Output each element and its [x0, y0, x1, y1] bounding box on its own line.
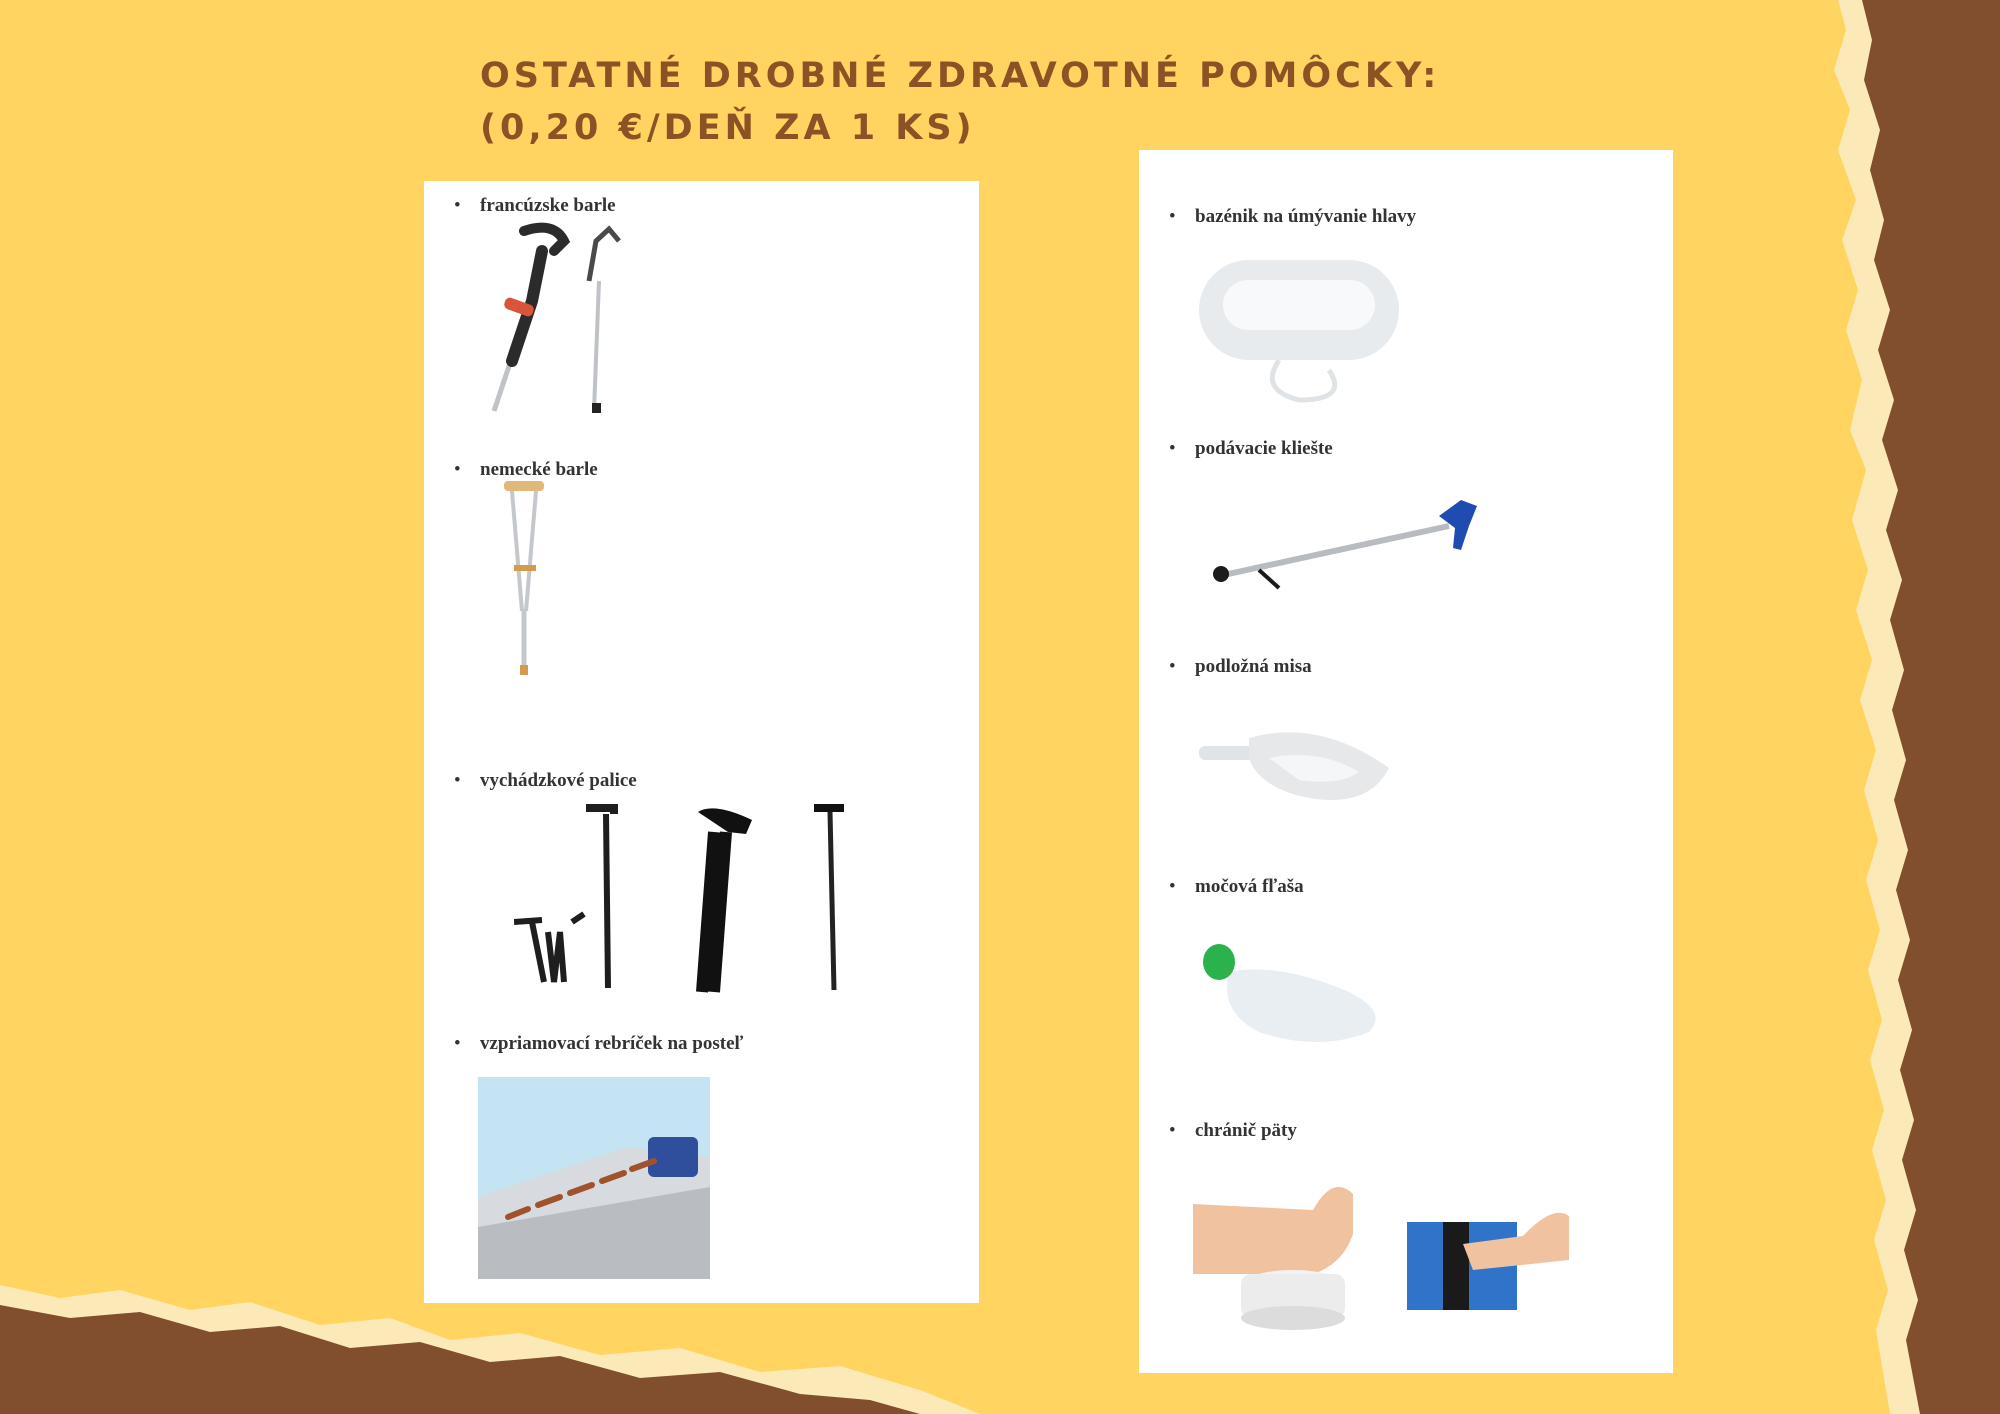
item-label: • podávacie kliešte — [1169, 438, 1333, 460]
bed-ladder-image — [478, 1077, 710, 1279]
item-label: • vychádzkové palice — [454, 770, 637, 792]
bedpan-image — [1199, 728, 1399, 828]
hair-wash-basin-image — [1199, 250, 1401, 410]
page-title — [480, 50, 1440, 154]
item-label: • francúzske barle — [454, 195, 616, 217]
title-line-1: OSTATNÉ DROBNÉ ZDRAVOTNÉ POMÔCKY: — [480, 56, 1441, 96]
item-label: • bazénik na úmývanie hlavy — [1169, 206, 1416, 228]
left-items-panel — [424, 181, 979, 1303]
item-label: • nemecké barle — [454, 459, 598, 481]
underarm-crutch-image — [494, 481, 554, 677]
item-label: • močová fľaša — [1169, 876, 1304, 898]
item-label: • chránič päty — [1169, 1120, 1297, 1142]
item-label: • podložná misa — [1169, 656, 1312, 678]
item-label: • vzpriamovací rebríček na posteľ — [454, 1033, 743, 1055]
urinal-bottle-image — [1199, 932, 1389, 1052]
forearm-crutches-image — [484, 221, 644, 421]
title-line-2: (0,20 €/DEŇ ZA 1 KS) — [480, 108, 976, 148]
heel-protector-image — [1193, 1174, 1573, 1334]
reacher-grabber-image — [1199, 476, 1499, 616]
walking-canes-image — [514, 802, 884, 998]
right-items-panel — [1139, 150, 1673, 1373]
